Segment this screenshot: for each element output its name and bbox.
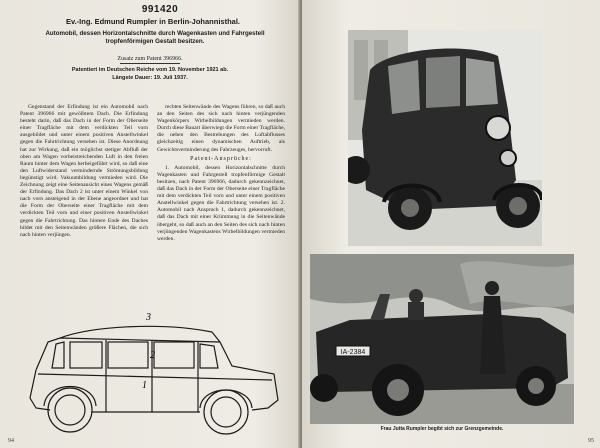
window-1 bbox=[70, 342, 102, 368]
patent-number: 991420 bbox=[141, 4, 179, 15]
window-rear bbox=[200, 344, 218, 368]
patent-dates bbox=[60, 66, 240, 82]
fig-label-1: 1 bbox=[142, 380, 147, 391]
divider bbox=[120, 63, 180, 64]
right-page bbox=[302, 0, 600, 448]
photo-caption: Frau Jutta Rumpler begibt sich zur Grenzgemeinde. bbox=[380, 426, 504, 432]
page-number-right: 95 bbox=[588, 438, 594, 444]
touring-car-illustration bbox=[310, 254, 574, 424]
window-front bbox=[52, 342, 64, 368]
zusatz-line: Zusatz zum Patent 396966. bbox=[117, 56, 183, 62]
body-paragraph: rechten Seitenwände des Wagens führen, so daß auch an den Seiten des sich nach hinten verjüngenden Wagenkörpers Wirbelbildungen vermieden werden. Durch diese Bauart überwiegt die Form einer Tragfläche, die neben den Bestrebungen des Luftabflusses gleichzeitig einen dynamischen Auftrieb, als Gewichtsverminderung des Fahrzeuges, hervorruft. bbox=[157, 104, 285, 153]
text-column-right bbox=[157, 104, 285, 302]
window-2 bbox=[108, 342, 148, 368]
patented-since: Patentiert im Deutschen Reiche vom 19. November 1921 ab. bbox=[71, 67, 229, 73]
front-fender bbox=[44, 387, 96, 407]
patent-duration: Längste Dauer: 19. Juli 1937. bbox=[112, 75, 188, 81]
license-plate: IA-2384 bbox=[340, 349, 366, 356]
patent-subtitle: Automobil, dessen Horizontalschnitte durch Wagenkasten und Fahrgestell tropfenförmigen Gestalt besitzen. bbox=[45, 30, 265, 45]
body-front-outline bbox=[30, 370, 50, 410]
tropfenwagen-illustration bbox=[348, 30, 542, 246]
fig-label-3: 3 bbox=[146, 312, 151, 323]
fig-label-2: 2 bbox=[150, 350, 155, 361]
patent-drawing bbox=[22, 308, 284, 440]
rear-wheel-hub bbox=[211, 397, 241, 427]
text-column-left bbox=[20, 104, 148, 302]
page-number-left: 94 bbox=[8, 438, 14, 444]
patent-title: Ev.-Ing. Edmund Rumpler in Berlin-Johannisthal. bbox=[65, 17, 241, 26]
claims-text: 1. Automobil, dessen Horizontalschnitte durch Wagenkasten und Fahrgestell tropfenförmige Gestalt besitzen, nach Patent 396966, dadurch gekennzeichnet, daß das Dach in der Form der Oberseite einer Tragfläche mit dem verdickten Teil vorn und unter einem positiven Anstellwinkel gegen die Fahrtrichtung versehen ist. 2. Automobil nach Anspruch 1, dadurch gekennzeichnet, daß das Dach mit einer Krümmung in die Seitenwände übergeht, so daß auch an den Seiten des sich nach hinten verjüngenden Wagenkastens Wirbelbildungen vermieden werden. bbox=[157, 164, 285, 242]
photo-open-touring-car bbox=[310, 254, 574, 424]
body-upper-outline bbox=[36, 338, 278, 410]
front-wheel-hub bbox=[55, 395, 85, 425]
window-3 bbox=[154, 342, 194, 368]
claims-heading: Patent-Ansprüche: bbox=[190, 155, 252, 162]
body-paragraph: Gegenstand der Erfindung ist ein Automobil nach Patent 396966 mit gewölbtem Dach. Die Erfindung besteht darin, daß das Dach in der Form der Oberseite einer Tragfläche mit dem verdickten Teil vorn ausgebildet und unter einem positiven Anstellwinkel gegen die Fahrtrichtung versehen ist. Diese Anordnung hat zur Wirkung, daß ein möglichst stetiger Abfluß der oben am Wagen vorbeistreichenden Luft in den freien Raum hinter dem Wagen herbeigeführt wird, so daß eine den Luftwiderstand vermindernde Strömungsbildung begünstigt wird. Vakuumbildung vermieden wird. Die Zeichnung zeigt eine Seitenansicht eines Wagens gemäß der Erfindung. Das Dach 2 ist unter einem Winkel von nach vorn ansteigend in der Ebene angeordnet und hat die Form der Oberseite einer Tragfläche mit dem verdickten Teil vorn und einer positiven Anstellwinkel gegen die Fahrtrichtung. Das hintere Ende des Daches bildet mit den Seitenwänden größere Flächen, die sich nach hinten verjüngen. bbox=[20, 104, 148, 238]
belt-line bbox=[38, 374, 272, 380]
photo-rumpler-car-front bbox=[348, 30, 542, 246]
